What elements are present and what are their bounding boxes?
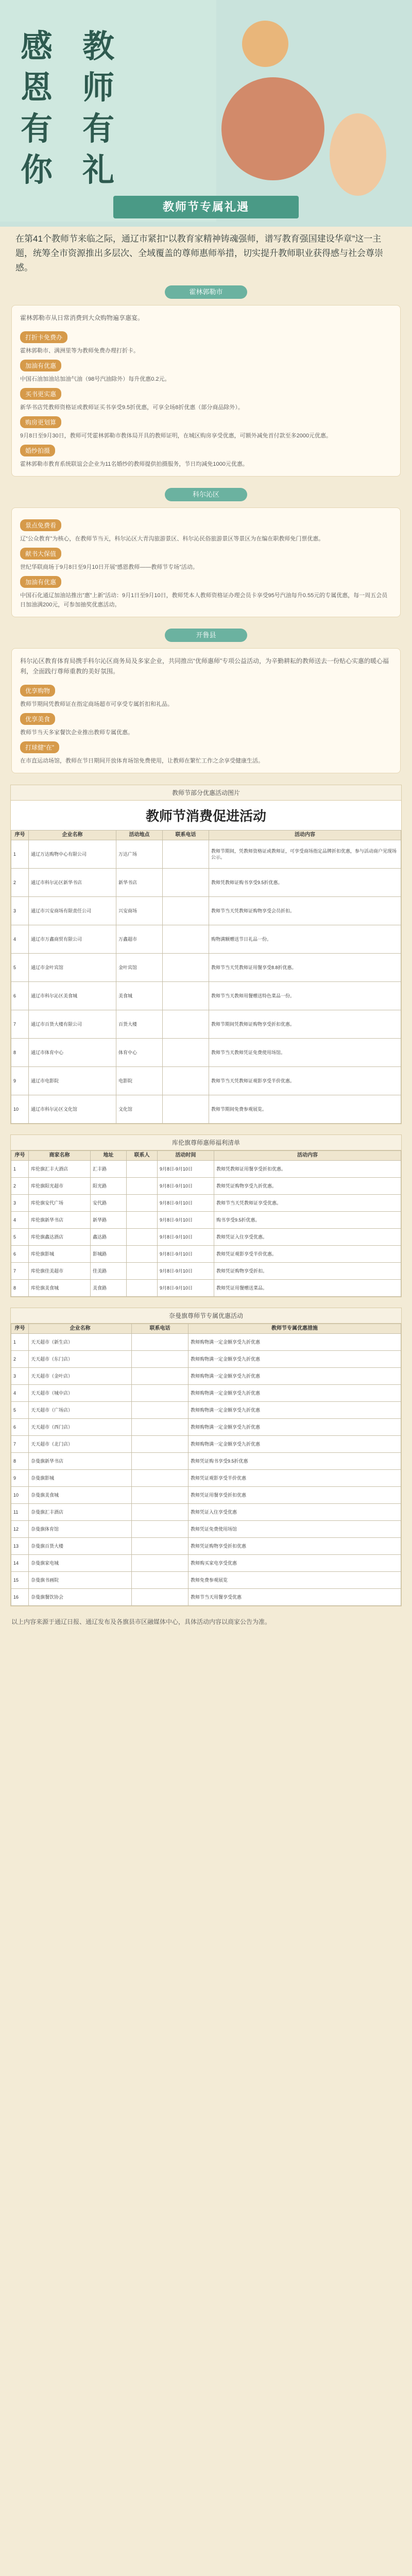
hero-char: 感 [21,27,53,65]
table-cell [132,1385,188,1402]
table-cell: 教师凭证购书享受9.5折优惠 [188,1453,401,1470]
table-cell [163,1067,209,1095]
table-title: 奈曼旗尊师节专属优惠活动 [11,1308,401,1324]
table-cell [163,840,209,869]
table-cell: 奈曼旗新华书店 [29,1453,132,1470]
table-row [11,982,401,1010]
item-title: 婚纱拍摄 [20,445,55,456]
table-cell: 奈曼旗餐饮协会 [29,1589,132,1606]
table [11,1324,401,1606]
table-cell [132,1572,188,1589]
section-card [11,507,401,617]
table-row [11,1419,401,1436]
table-cell [127,1280,158,1297]
hero-poster [0,0,412,227]
table-cell: 教师凭证入住享受优惠。 [214,1229,401,1246]
table-cell [127,1229,158,1246]
item-title: 打球健“在” [20,741,59,753]
table-cell: 教师凭证入住享受优惠 [188,1504,401,1521]
table-cell: 4 [11,1212,29,1229]
item-body: 9月8日至9月30日，教师可凭霍林郭勒市教体局开具的教师证明，在城区购房享受优惠，可额外减免首付款至多2000元优惠。 [20,433,332,439]
item-title: 打折卡免费办 [20,331,67,343]
table-cell: 天天超市（东门店） [29,1351,132,1368]
item-body: 霍林郭勒市教育系统联谊会企业为11名婚纱的教师提供拍摄服务，节日均减免1000元优惠。 [20,461,248,467]
item-title: 优享购物 [20,685,55,697]
table-cell: 9月8日-9月10日 [158,1280,214,1297]
item-title: 优享美食 [20,713,55,725]
column-header: 联系电话 [132,1324,188,1334]
table-cell [127,1246,158,1263]
table-cell: 通辽市兴安商场有限责任公司 [29,897,116,925]
table-cell: 5 [11,954,29,982]
table-row [11,1280,401,1297]
table-cell: 天天超市（金叶店） [29,1368,132,1385]
table-cell: 安代路 [91,1195,127,1212]
table-cell: 教师节期间，凭教师资格证或教师证，可享受商场指定品牌折扣优惠，参与活动商户见现场公示。 [209,840,401,869]
table-cell: 美食路 [91,1280,127,1297]
table-cell: 4 [11,1385,29,1402]
table-cell: 教师购物满一定金额享受九折优惠 [188,1334,401,1351]
column-header: 活动内容 [214,1151,401,1161]
table-cell: 教师购物满一定金额享受九折优惠 [188,1368,401,1385]
footer-note: 以上内容来源于通辽日报、通辽发布及各旗县市区融媒体中心，具体活动内容以商家公告为准。 [11,1618,271,1625]
table-cell [132,1487,188,1504]
section-head: 开鲁县 [165,629,247,642]
table-cell: 教师节期间免费参观展览。 [209,1095,401,1124]
table-cell: 通辽市金叶宾馆 [29,954,116,982]
table-cell: 教师凭证购物享受九折优惠。 [214,1178,401,1195]
table-row [11,1067,401,1095]
item-title: 景点免费看 [20,519,61,531]
table-cell: 5 [11,1229,29,1246]
table-cell: 12 [11,1521,29,1538]
table-cell [132,1555,188,1572]
table-cell [132,1436,188,1453]
table-cell: 教师节当天用餐享受优惠 [188,1589,401,1606]
hero-char: 有 [21,110,53,147]
table-cell: 教师凭证观影享受半价优惠 [188,1470,401,1487]
table-row [11,1229,401,1246]
table-cell [132,1589,188,1606]
table-row [11,1178,401,1195]
table-cell: 鑫达路 [91,1229,127,1246]
section-lead: 霍林郭勒市从日常消费到大众购物遍享惠宴。 [20,314,144,321]
item-body: 新华书店凭教师资格证或教师证买书享受9.5折优惠，可享全场8折优惠（部分商品除外）。 [20,404,244,411]
table-cell: 奈曼旗百货大楼 [29,1538,132,1555]
table-row [11,869,401,897]
table-row [11,1351,401,1368]
column-header: 序号 [11,1324,29,1334]
table-row [11,1385,401,1402]
table-cell: 教师购物满一定金额享受九折优惠 [188,1351,401,1368]
table-cell: 9月8日-9月10日 [158,1195,214,1212]
table-cell: 天天超市（西门店） [29,1419,132,1436]
table-cell: 1 [11,1334,29,1351]
item-title: 献书大保值 [20,548,61,560]
table-cell: 通辽市科尔沁区美食城 [29,982,116,1010]
table-row [11,897,401,925]
table-cell [163,1039,209,1067]
table-cell: 奈曼旗书画院 [29,1572,132,1589]
table-cell: 影城路 [91,1246,127,1263]
table-cell: 10 [11,1487,29,1504]
table-row [11,1334,401,1351]
table-cell: 教师购物满一定金额享受九折优惠 [188,1436,401,1453]
table-cell: 教师节期间凭教师证购物享受折扣优惠。 [209,1010,401,1039]
table [11,830,401,1124]
table-cell: 奈曼旗影城 [29,1470,132,1487]
table-cell: 2 [11,1351,29,1368]
table-row [11,840,401,869]
table-cell: 教师凭教师证用餐享受折扣优惠。 [214,1161,401,1178]
table-caption: 教师节部分优惠活动图片 [11,785,401,801]
column-header: 活动内容 [209,831,401,840]
column-header: 企业名称 [29,1324,132,1334]
table-cell: 2 [11,1178,29,1195]
table-row [11,1095,401,1124]
table-cell: 7 [11,1436,29,1453]
table-cell: 汇丰路 [91,1161,127,1178]
table-row [11,1212,401,1229]
table-cell: 体育中心 [116,1039,163,1067]
table-cell: 库伦旗安代广场 [29,1195,91,1212]
table-cell: 教师购买家电享受优惠 [188,1555,401,1572]
item-title: 购房更划算 [20,416,61,428]
table-cell [163,925,209,954]
table-cell [132,1334,188,1351]
table-cell: 电影院 [116,1067,163,1095]
table-cell: 教师凭教师证购书享受9.5折优惠。 [209,869,401,897]
table-cell: 教师凭证购物享受折扣优惠 [188,1538,401,1555]
table-cell: 新华书店 [116,869,163,897]
table-cell [132,1470,188,1487]
table-cell: 万鑫超市 [116,925,163,954]
table-cell: 天天超市（北门店） [29,1436,132,1453]
table-cell: 3 [11,1195,29,1212]
table-cell: 9月8日-9月10日 [158,1263,214,1280]
table-cell: 通辽万达购物中心有限公司 [29,840,116,869]
table-row [11,1521,401,1538]
table-cell [127,1178,158,1195]
table-cell [132,1453,188,1470]
table-cell: 奈曼旗体育馆 [29,1521,132,1538]
table-row [11,1453,401,1470]
table-row [11,1161,401,1178]
hero-char: 教 [82,27,115,65]
item-title: 买书更实惠 [20,388,61,400]
table-cell: 购物满额赠送节日礼品一份。 [209,925,401,954]
hero-char: 礼 [82,151,115,189]
table-cell [163,1095,209,1124]
table [11,1150,401,1297]
table-cell: 美食城 [116,982,163,1010]
section-head: 科尔沁区 [165,488,247,501]
item-title: 加油有优惠 [20,360,61,371]
table-cell: 购书享受9.5折优惠。 [214,1212,401,1229]
table-cell [163,869,209,897]
table-row [11,1368,401,1385]
item-body: 教师节期间凭教师证在指定商场超市可享受专属折扣和礼品。 [20,701,173,707]
table-cell [132,1419,188,1436]
table-cell: 天天超市（新生店） [29,1334,132,1351]
table-cell: 3 [11,897,29,925]
table-cell: 教师节当天教师凭证免费使用场馆。 [209,1039,401,1067]
section-card [11,648,401,773]
table-cell: 奈曼旗家电城 [29,1555,132,1572]
table-cell [163,954,209,982]
student-figure [330,113,386,196]
table-row [11,1039,401,1067]
table-cell [132,1521,188,1538]
table-cell: 9月8日-9月10日 [158,1246,214,1263]
hero-char: 你 [21,151,53,189]
column-header: 序号 [11,831,29,840]
item-body: 教师节当天多家餐饮企业推出教师专属优惠。 [20,730,133,736]
table-cell: 奈曼旗汇丰酒店 [29,1504,132,1521]
table-cell: 金叶宾馆 [116,954,163,982]
table-cell: 1 [11,1161,29,1178]
table-cell: 库伦旗汇丰大酒店 [29,1161,91,1178]
kulun-table [10,1134,402,1297]
consumption-table [10,785,402,1124]
table-row [11,1246,401,1263]
table-cell [132,1402,188,1419]
table-cell [127,1212,158,1229]
table-cell: 万达广场 [116,840,163,869]
table-cell: 5 [11,1402,29,1419]
table-cell: 教师凭证购物享受折扣。 [214,1263,401,1280]
table-cell: 8 [11,1453,29,1470]
table-row [11,1263,401,1280]
table-cell: 9 [11,1067,29,1095]
table-cell: 库伦旗新华书店 [29,1212,91,1229]
table-cell [132,1504,188,1521]
table-cell: 6 [11,1246,29,1263]
table-cell [163,897,209,925]
column-header: 联系电话 [163,831,209,840]
table-cell: 佳美路 [91,1263,127,1280]
table-cell: 9月8日-9月10日 [158,1229,214,1246]
table-cell: 7 [11,1010,29,1039]
table-cell: 库伦旗美食城 [29,1280,91,1297]
table-cell: 4 [11,925,29,954]
table-cell [127,1195,158,1212]
teacher-figure [242,21,288,67]
table-cell: 教师节当天凭教师证用餐享受8.8折优惠。 [209,954,401,982]
table-cell: 通辽市电影院 [29,1067,116,1095]
table-cell [127,1161,158,1178]
item-title: 加油有优惠 [20,576,61,588]
section-lead: 科尔沁区教育体育局携手科尔沁区商务局及多家企业，共同推出“优师惠师”专项公益活动，为辛勤耕耘的教师送去一份贴心实惠的暖心福利，全面践行尊师重教的美好氛围。 [20,657,389,675]
table-cell: 6 [11,1419,29,1436]
table-cell: 奈曼旗美食城 [29,1487,132,1504]
column-header: 企业名称 [29,831,116,840]
table-cell: 6 [11,982,29,1010]
table-cell: 3 [11,1368,29,1385]
table-cell: 教师购物满一定金额享受九折优惠 [188,1419,401,1436]
table-cell: 教师节当天凭教师证观影享受半价优惠。 [209,1067,401,1095]
table-cell: 教师凭证观影享受半价优惠。 [214,1246,401,1263]
table-cell: 16 [11,1589,29,1606]
naiman-table [10,1308,402,1606]
table-row [11,1504,401,1521]
table-row [11,1487,401,1504]
table-cell: 教师凭证用餐享受折扣优惠 [188,1487,401,1504]
table-cell: 通辽市万鑫商贸有限公司 [29,925,116,954]
table-row [11,1010,401,1039]
table-cell: 通辽市体育中心 [29,1039,116,1067]
table-row [11,1402,401,1419]
table-cell: 9月8日-9月10日 [158,1178,214,1195]
table-cell: 阳光路 [91,1178,127,1195]
table-cell: 通辽市科尔沁区新华书店 [29,869,116,897]
table-cell: 百货大楼 [116,1010,163,1039]
table-cell: 8 [11,1039,29,1067]
column-header: 教师节专属优惠措施 [188,1324,401,1334]
item-body: 中国石化通辽加油站推出”惠”上新”活动：9月1日至9月10日，教师凭本人教师资格证办理会员卡享受95号汽油每升0.55元的专属优惠，每一周五会员日加油满200元，可参加抽奖优惠活动。 [20,592,388,608]
item-body: 在市直运动场馆，教师在节日期间开放体育场馆免费使用，让教师在繁忙工作之余享受健康生活。 [20,758,264,764]
table-cell: 库伦旗鑫达酒店 [29,1229,91,1246]
item-body: 中国石油加油站加油气油（98号汽油除外）每升优惠0.2元。 [20,376,170,382]
table-row [11,1538,401,1555]
table-cell: 文化馆 [116,1095,163,1124]
item-body: 辽”公众教育”为核心，在教师节当天，科尔沁区大青沟旅游景区、科尔沁民俗旅游景区等景区为在编在职教师免门票优惠。 [20,536,324,542]
table-cell [132,1538,188,1555]
table-cell: 天天超市（城中店） [29,1385,132,1402]
table-cell: 教师购物满一定金额享受九折优惠 [188,1402,401,1419]
table-cell: 库伦旗阳光超市 [29,1178,91,1195]
table-cell: 库伦旗佳美超市 [29,1263,91,1280]
table-cell: 教师免费参观展览 [188,1572,401,1589]
table-cell: 通辽市百货大楼有限公司 [29,1010,116,1039]
table-cell [132,1351,188,1368]
hero-char: 恩 [21,69,53,106]
intro-text: 在第41个教师节来临之际，通辽市紧扣“以教育家精神铸魂强师，谱写教育强国建设华章”这一主题，统筹全市资源推出多层次、全域覆盖的尊师惠师举措，切实提升教师职业获得感与社会尊崇感。 [15,234,383,273]
section-card [11,305,401,477]
item-body: 霍林郭勒市、满洲里等为教师免费办理打折卡。 [20,348,139,354]
table-cell: 新华路 [91,1212,127,1229]
table-row [11,1436,401,1453]
table-cell: 通辽市科尔沁区文化馆 [29,1095,116,1124]
table-cell: 1 [11,840,29,869]
table-cell: 11 [11,1504,29,1521]
teacher-body [221,77,324,180]
item-body: 世纪华联商场于9月8日至9月10日开展“感恩教师——教师节专场”活动。 [20,564,198,570]
column-header: 商家名称 [29,1151,91,1161]
table-cell: 7 [11,1263,29,1280]
hero-char: 有 [82,110,115,147]
section-head: 霍林郭勒市 [165,285,247,299]
column-header: 活动地点 [116,831,163,840]
table-cell: 兴安商场 [116,897,163,925]
table-title: 库伦旗尊师惠师福利清单 [11,1135,401,1150]
table-cell: 2 [11,869,29,897]
table-row [11,1589,401,1606]
table-row [11,925,401,954]
hero-char: 师 [82,69,115,106]
table-cell: 教师节当天凭教师证享受优惠。 [214,1195,401,1212]
table-title: 教师节消费促进活动 [145,809,266,824]
table-cell: 9 [11,1470,29,1487]
table-row [11,1470,401,1487]
table-cell [163,982,209,1010]
table-cell: 9月8日-9月10日 [158,1161,214,1178]
table-cell [163,1010,209,1039]
column-header: 序号 [11,1151,29,1161]
column-header: 活动时间 [158,1151,214,1161]
table-cell: 15 [11,1572,29,1589]
table-cell: 教师节当天教师用餐赠送特色菜品一份。 [209,982,401,1010]
table-cell: 9月8日-9月10日 [158,1212,214,1229]
table-row [11,1555,401,1572]
table-cell: 教师购物满一定金额享受九折优惠 [188,1385,401,1402]
hero-banner: 教师节专属礼遇 [113,196,299,218]
table-cell [132,1368,188,1385]
table-cell: 教师凭证免费使用场馆 [188,1521,401,1538]
table-cell: 13 [11,1538,29,1555]
table-cell: 教师节当天凭教师证购物享受会员折扣。 [209,897,401,925]
table-row [11,954,401,982]
table-row [11,1195,401,1212]
table-cell: 教师凭证用餐赠送菜品。 [214,1280,401,1297]
table-cell [127,1263,158,1280]
table-cell: 天天超市（广场店） [29,1402,132,1419]
table-cell: 10 [11,1095,29,1124]
column-header: 联系人 [127,1151,158,1161]
column-header: 地址 [91,1151,127,1161]
table-cell: 库伦旗影城 [29,1246,91,1263]
table-cell: 14 [11,1555,29,1572]
table-row [11,1572,401,1589]
table-cell: 8 [11,1280,29,1297]
